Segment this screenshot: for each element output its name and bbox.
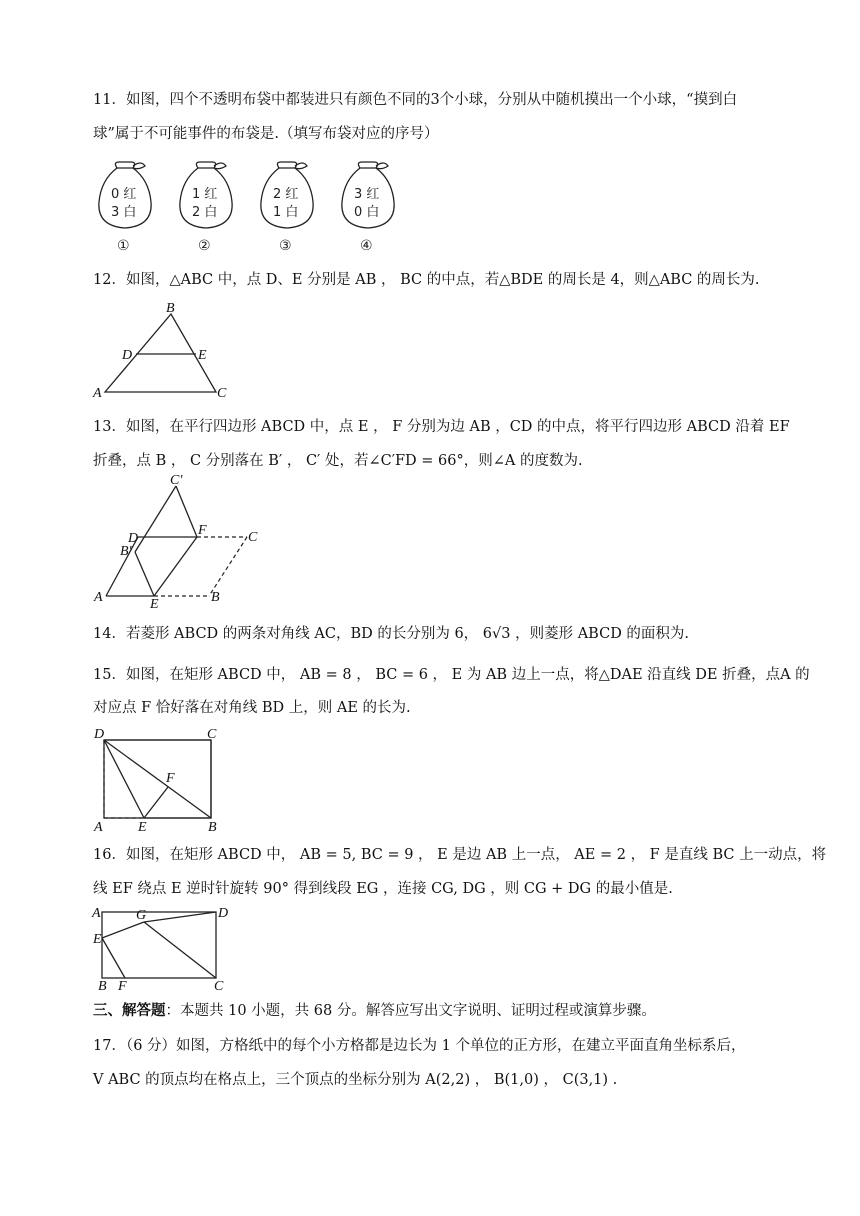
segment-ef	[144, 787, 168, 818]
segment-eg	[102, 922, 144, 938]
bag-3-white: 1 白	[273, 205, 299, 220]
segment-gd	[144, 912, 216, 922]
q11-bags-figure	[90, 158, 410, 258]
label-c: C	[248, 530, 258, 545]
label-e: E	[198, 348, 207, 363]
bag-4-white: 0 白	[354, 205, 380, 220]
q17-text-line1: 17．（6 分）如图，方格纸中的每个小方格都是边长为 1 个单位的正方形，在建立平面直角坐标系后，	[93, 1038, 746, 1054]
label-d: D	[218, 906, 229, 921]
bag-1-white: 3 白	[111, 205, 137, 220]
bag-4-red: 3 红	[354, 187, 380, 202]
label-b-prime: B′	[120, 544, 132, 559]
q16-text-line1: 16．如图，在矩形 ABCD 中， AB = 5, BC = 9 ， E 是边 AB 上一点， AE = 2 ， F 是直线 BC 上一动点，将	[93, 847, 827, 863]
bag-4-number: ④	[360, 238, 373, 254]
bag-2-white: 2 白	[192, 205, 218, 220]
label-g: G	[136, 908, 147, 923]
label-f: F	[198, 523, 207, 538]
section-3-heading: 三、解答题	[93, 1002, 166, 1019]
bag-3-red: 2 红	[273, 187, 299, 202]
q11-text-line1: 11．如图，四个不透明布袋中都装进只有颜色不同的3个小球，分别从中随机摸出一个小球，“摸到白	[93, 92, 738, 108]
q12-text-line1: 12．如图，△ABC 中，点 D、E 分别是 AB ， BC 的中点，若△BDE 的周长是 4，则△ABC 的周长为.	[93, 272, 760, 288]
label-a: A	[94, 820, 103, 835]
label-f: F	[118, 979, 127, 994]
label-d: D	[94, 727, 105, 742]
label-c-prime: C′	[170, 473, 183, 488]
diagonal-bd	[104, 740, 211, 818]
label-b: B	[166, 301, 175, 316]
q15-rectangle-figure	[90, 724, 230, 834]
bag-4	[342, 162, 394, 254]
bag-3	[261, 162, 313, 254]
bag-1-number: ①	[117, 238, 130, 254]
bag-1	[99, 162, 151, 254]
segment-gc	[144, 922, 216, 978]
q11-text-line2: 球”属于不可能事件的布袋是.（填写布袋对应的序号）	[93, 126, 439, 142]
bag-1-red: 0 红	[111, 187, 137, 202]
segment-de	[104, 740, 144, 818]
q12-triangle-figure	[90, 300, 240, 400]
q17-text-line2: V ABC 的顶点均在格点上，三个顶点的坐标分别为 A(2,2) ， B(1,0) ， C(3,1) .	[93, 1072, 618, 1088]
label-a: A	[92, 906, 101, 921]
label-c: C	[207, 727, 217, 742]
q16-text-line2: 线 EF 绕点 E 逆时针旋转 90° 得到线段 EG ，连接 CG, DG ，则 CG + DG 的最小值是.	[93, 881, 673, 897]
label-e: E	[93, 932, 102, 947]
label-b: B	[98, 979, 107, 994]
label-a: A	[93, 386, 102, 401]
q13-parallelogram-figure	[90, 473, 280, 612]
q13-text-line2: 折叠，点 B ， C 分别落在 B′ ， C′ 处，若∠C′FD = 66°，则∠A 的度数为.	[93, 453, 583, 469]
bag-2-number: ②	[198, 238, 211, 254]
label-f: F	[166, 771, 175, 786]
label-c: C	[214, 979, 224, 994]
q16-rectangle-figure	[90, 902, 240, 992]
section-3-line	[93, 1001, 780, 1021]
label-d: D	[128, 531, 139, 546]
label-b: B	[211, 590, 220, 605]
q14-text-line1: 14．若菱形 ABCD 的两条对角线 AC，BD 的长分别为 6， 6√3 ，则菱形 ABCD 的面积为.	[93, 626, 690, 642]
segment-ef	[102, 938, 125, 978]
label-c: C	[217, 386, 227, 401]
q13-text-line1: 13．如图，在平行四边形 ABCD 中，点 E ， F 分别为边 AB ，CD 的中点，将平行四边形 ABCD 沿着 EF	[93, 419, 790, 435]
label-d: D	[122, 348, 133, 363]
label-a: A	[94, 590, 103, 605]
label-b: B	[208, 820, 217, 835]
section-3-instructions: ：本题共 10 小题，共 68 分。解答应写出文字说明、证明过程或演算步骤。	[165, 1003, 656, 1019]
q15-text-line1: 15．如图，在矩形 ABCD 中， AB = 8 ， BC = 6 ， E 为 AB 边上一点，将△DAE 沿直线 DE 折叠，点A 的	[93, 667, 810, 683]
q15-text-line2: 对应点 F 恰好落在对角线 BD 上，则 AE 的长为.	[93, 700, 411, 716]
label-e: E	[150, 597, 159, 612]
label-e: E	[138, 820, 147, 835]
bag-3-number: ③	[279, 238, 292, 254]
bag-2	[180, 162, 232, 254]
bag-2-red: 1 红	[192, 187, 218, 202]
